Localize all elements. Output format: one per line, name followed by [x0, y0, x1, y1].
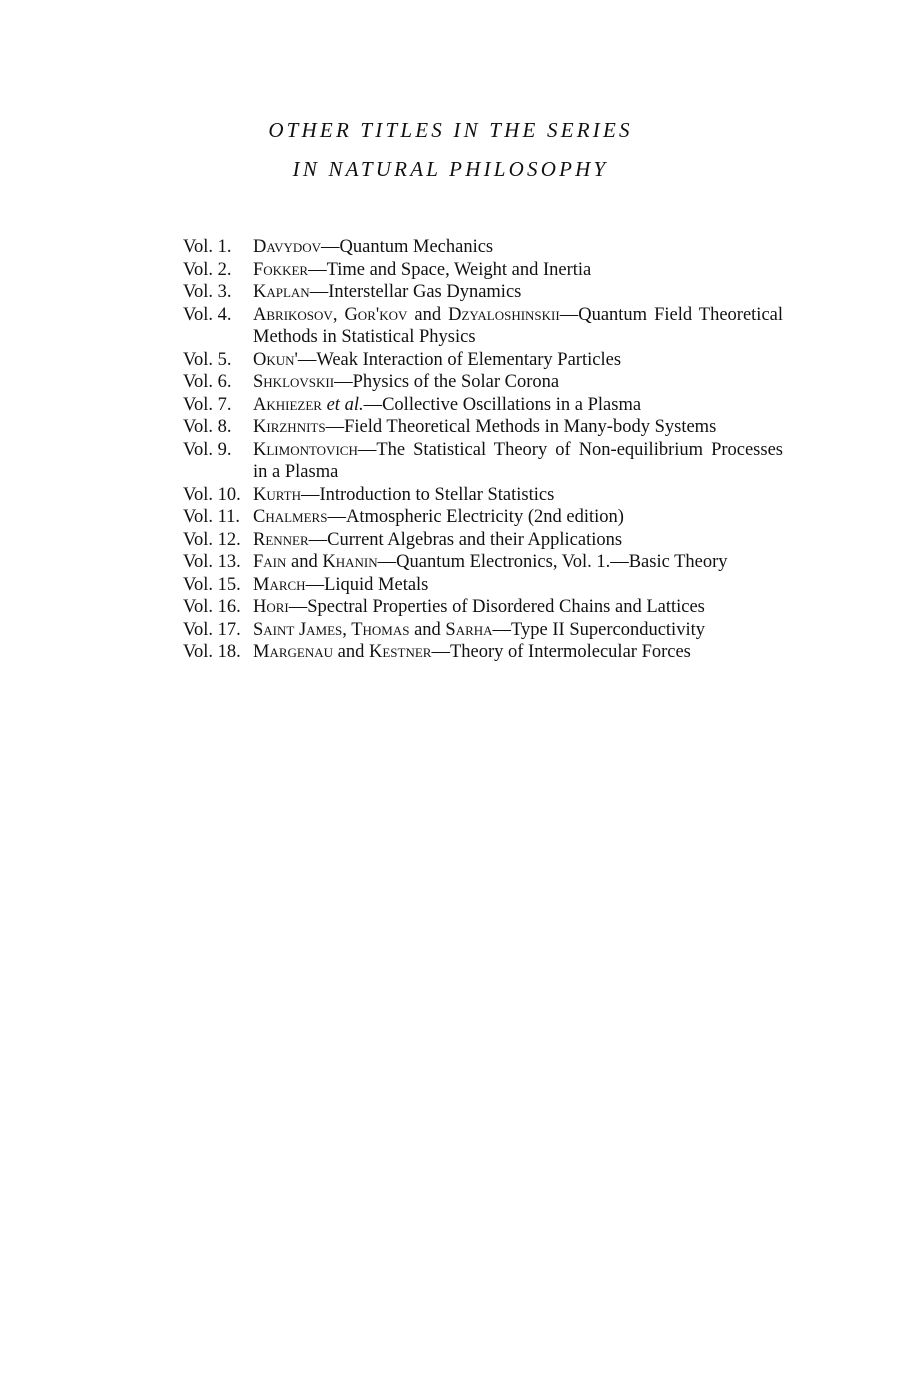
volume-entry: [183, 551, 783, 574]
volume-author: Khanin: [322, 552, 378, 572]
volume-title: —Spectral Properties of Disordered Chains and Lattices: [288, 597, 705, 617]
volume-number: Vol. 5.: [183, 349, 232, 370]
volume-title: —Atmospheric Electricity (2nd edition): [327, 507, 624, 527]
volume-number: Vol. 4.: [183, 304, 232, 325]
volume-author: Chalmers: [253, 507, 328, 527]
volume-title: —Weak Interaction of Elementary Particles: [297, 349, 622, 370]
volume-text: [253, 529, 783, 552]
volume-title: —The Statistical Theory of Non-equilibrium Processes in a Plasma: [253, 439, 783, 482]
volume-entry: [183, 619, 783, 642]
volume-entry: [183, 416, 783, 439]
volume-entry: [183, 529, 783, 552]
volume-entry: [183, 439, 783, 484]
volume-text: [253, 349, 783, 372]
volume-text: [253, 304, 783, 349]
volume-title: —Collective Oscillations in a Plasma: [363, 394, 642, 415]
volume-entry: [183, 596, 783, 619]
volume-entry: [183, 349, 783, 372]
volume-author: Kurth: [253, 484, 301, 505]
volume-text: [253, 551, 783, 574]
volume-entry: [183, 574, 783, 597]
volume-text: [253, 371, 783, 394]
volume-author: Saint James, Thomas: [253, 619, 410, 640]
volume-entry: [183, 281, 783, 304]
volume-author-joiner: and: [333, 642, 369, 662]
volume-author: Margenau: [253, 642, 334, 662]
volume-author-joiner: and: [409, 619, 446, 640]
volume-entry: [183, 641, 783, 664]
volume-author: Fain: [253, 552, 287, 572]
volume-text: [253, 484, 783, 507]
volume-number: Vol. 18.: [183, 642, 241, 662]
volume-entry: [183, 259, 783, 282]
volume-title: —Interstellar Gas Dynamics: [309, 282, 522, 302]
volume-number: Vol. 13.: [183, 552, 241, 572]
volume-title: —Quantum Mechanics: [321, 237, 494, 257]
volume-author: Akhiezer: [253, 394, 322, 415]
volume-author: Dzyaloshinskii: [448, 304, 560, 325]
volume-title: —Time and Space, Weight and Inertia: [308, 259, 592, 280]
volume-title: —Liquid Metals: [305, 574, 429, 595]
volume-text: [253, 394, 783, 417]
volume-list: [183, 236, 783, 664]
volume-title: —Current Algebras and their Applications: [308, 529, 623, 550]
volume-number: Vol. 16.: [183, 597, 241, 617]
volume-entry: [183, 394, 783, 417]
volume-author: Kirzhnits: [253, 417, 326, 437]
volume-text: [253, 574, 783, 597]
volume-author: Fokker: [253, 259, 309, 280]
volume-author: Klimontovich: [253, 439, 358, 460]
volume-title: —Introduction to Stellar Statistics: [300, 484, 555, 505]
volume-text: [253, 416, 783, 439]
volume-author: Renner: [253, 529, 309, 550]
volume-title: —Type II Superconductivity: [492, 619, 705, 640]
volume-number: Vol. 2.: [183, 259, 232, 280]
volume-author: Sarha: [445, 619, 493, 640]
volume-text: [253, 259, 783, 282]
volume-number: Vol. 3.: [183, 282, 232, 302]
volume-number: Vol. 15.: [183, 574, 241, 595]
volume-entry: [183, 304, 783, 349]
volume-text: [253, 506, 783, 529]
volume-number: Vol. 7.: [183, 394, 232, 415]
volume-et-al: et al.: [321, 394, 364, 415]
volume-author: Okun': [253, 349, 298, 370]
volume-number: Vol. 12.: [183, 529, 241, 550]
volume-author: Hori: [253, 597, 289, 617]
volume-number: Vol. 11.: [183, 507, 241, 527]
volume-author: Kaplan: [253, 282, 310, 302]
volume-title: —Physics of the Solar Corona: [334, 372, 560, 392]
volume-number: Vol. 10.: [183, 484, 241, 505]
volume-title: —Field Theoretical Methods in Many-body Systems: [325, 417, 717, 437]
volume-entry: [183, 484, 783, 507]
volume-text: [253, 596, 783, 619]
volume-entry: [183, 506, 783, 529]
volume-text: [253, 619, 783, 642]
volume-title: —Theory of Intermolecular Forces: [431, 642, 691, 662]
volume-title: —Quantum Electronics, Vol. 1.—Basic Theory: [377, 552, 728, 572]
volume-text: [253, 236, 783, 259]
volume-entry: [183, 371, 783, 394]
volume-number: Vol. 17.: [183, 619, 241, 640]
volume-author-joiner: and: [286, 552, 323, 572]
series-heading-line1: OTHER TITLES IN THE SERIES: [268, 118, 633, 142]
volume-number: Vol. 6.: [183, 372, 232, 392]
volume-text: [253, 641, 783, 664]
volume-text: [253, 281, 783, 304]
volume-author: Davydov: [253, 237, 322, 257]
volume-author: March: [253, 574, 306, 595]
series-heading-line2: IN NATURAL PHILOSOPHY: [292, 157, 609, 181]
volume-number: Vol. 8.: [183, 417, 232, 437]
volume-number: Vol. 1.: [183, 237, 232, 257]
volume-author-joiner: and: [407, 304, 449, 325]
volume-text: [253, 439, 783, 484]
volume-author: Abrikosov, Gor'kov: [253, 304, 408, 325]
volume-author: Shklovskii: [253, 372, 335, 392]
volume-title: —Quantum Field Theoretical Methods in Statistical Physics: [253, 304, 784, 347]
volume-author: Kestner: [368, 642, 432, 662]
volume-number: Vol. 9.: [183, 439, 232, 460]
volume-entry: [183, 236, 783, 259]
